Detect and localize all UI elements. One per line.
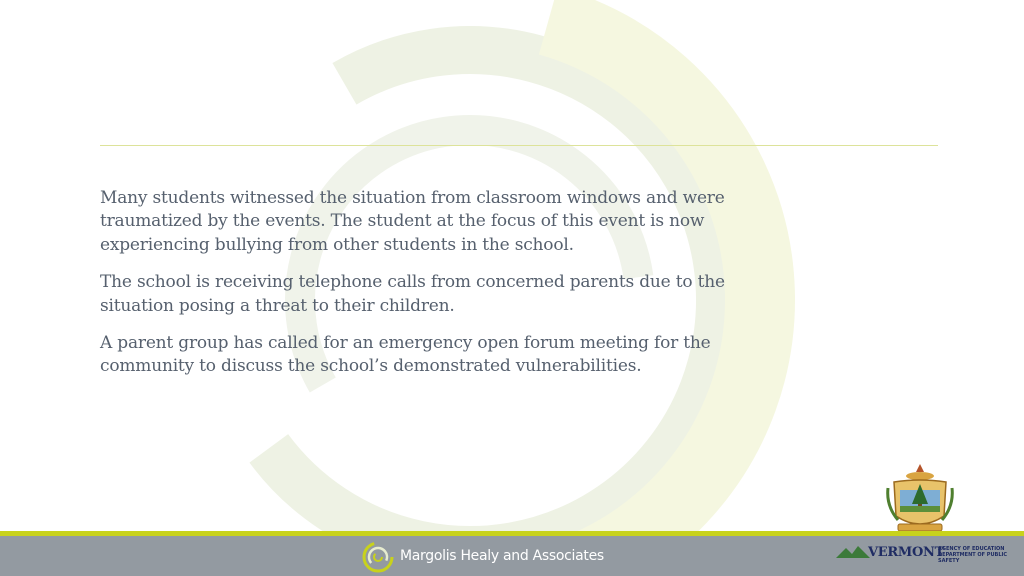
mountain-logo-icon [836, 542, 870, 562]
agency-line-public-safety: DEPARTMENT OF PUBLIC SAFETY [938, 552, 1008, 564]
paragraph-open-forum: A parent group has called for an emergency open forum meeting for the community to discuss the school’s demonstrated vulnerabilities. [100, 333, 711, 377]
slide-body [100, 187, 725, 393]
paragraph-parent-calls: The school is receiving telephone calls from concerned parents due to the situation posing a threat to their children. [100, 272, 725, 316]
vermont-seal-icon [884, 462, 956, 542]
vermont-wordmark: VERMONT [868, 545, 944, 560]
title-divider [100, 145, 938, 146]
vermont-agency-text [938, 546, 1022, 564]
paragraph-witnesses: Many students witnessed the situation from classroom windows and were traumatized by the events. The student at the focus of this event is now experiencing bullying from other students in the school. [100, 188, 725, 255]
agency-line-education: AGENCY OF EDUCATION [938, 546, 1005, 552]
footer-brand-name: Margolis Healy and Associates [400, 548, 604, 564]
footer-bar [0, 536, 1024, 576]
swirl-logo-icon [360, 540, 396, 574]
